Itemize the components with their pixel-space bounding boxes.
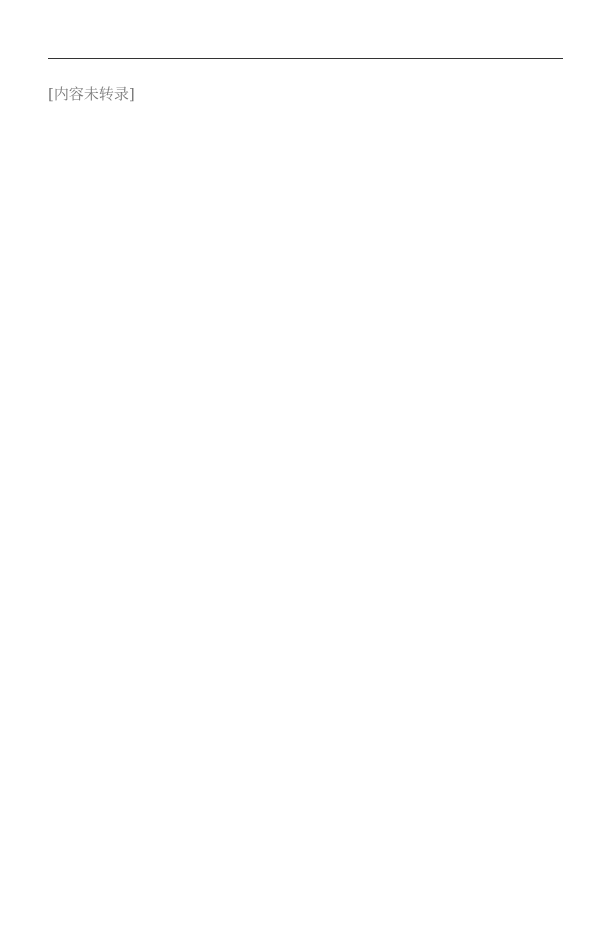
omission-notice: [内容未转录] xyxy=(48,85,135,103)
body-area xyxy=(48,80,563,905)
header-rule xyxy=(48,58,563,59)
